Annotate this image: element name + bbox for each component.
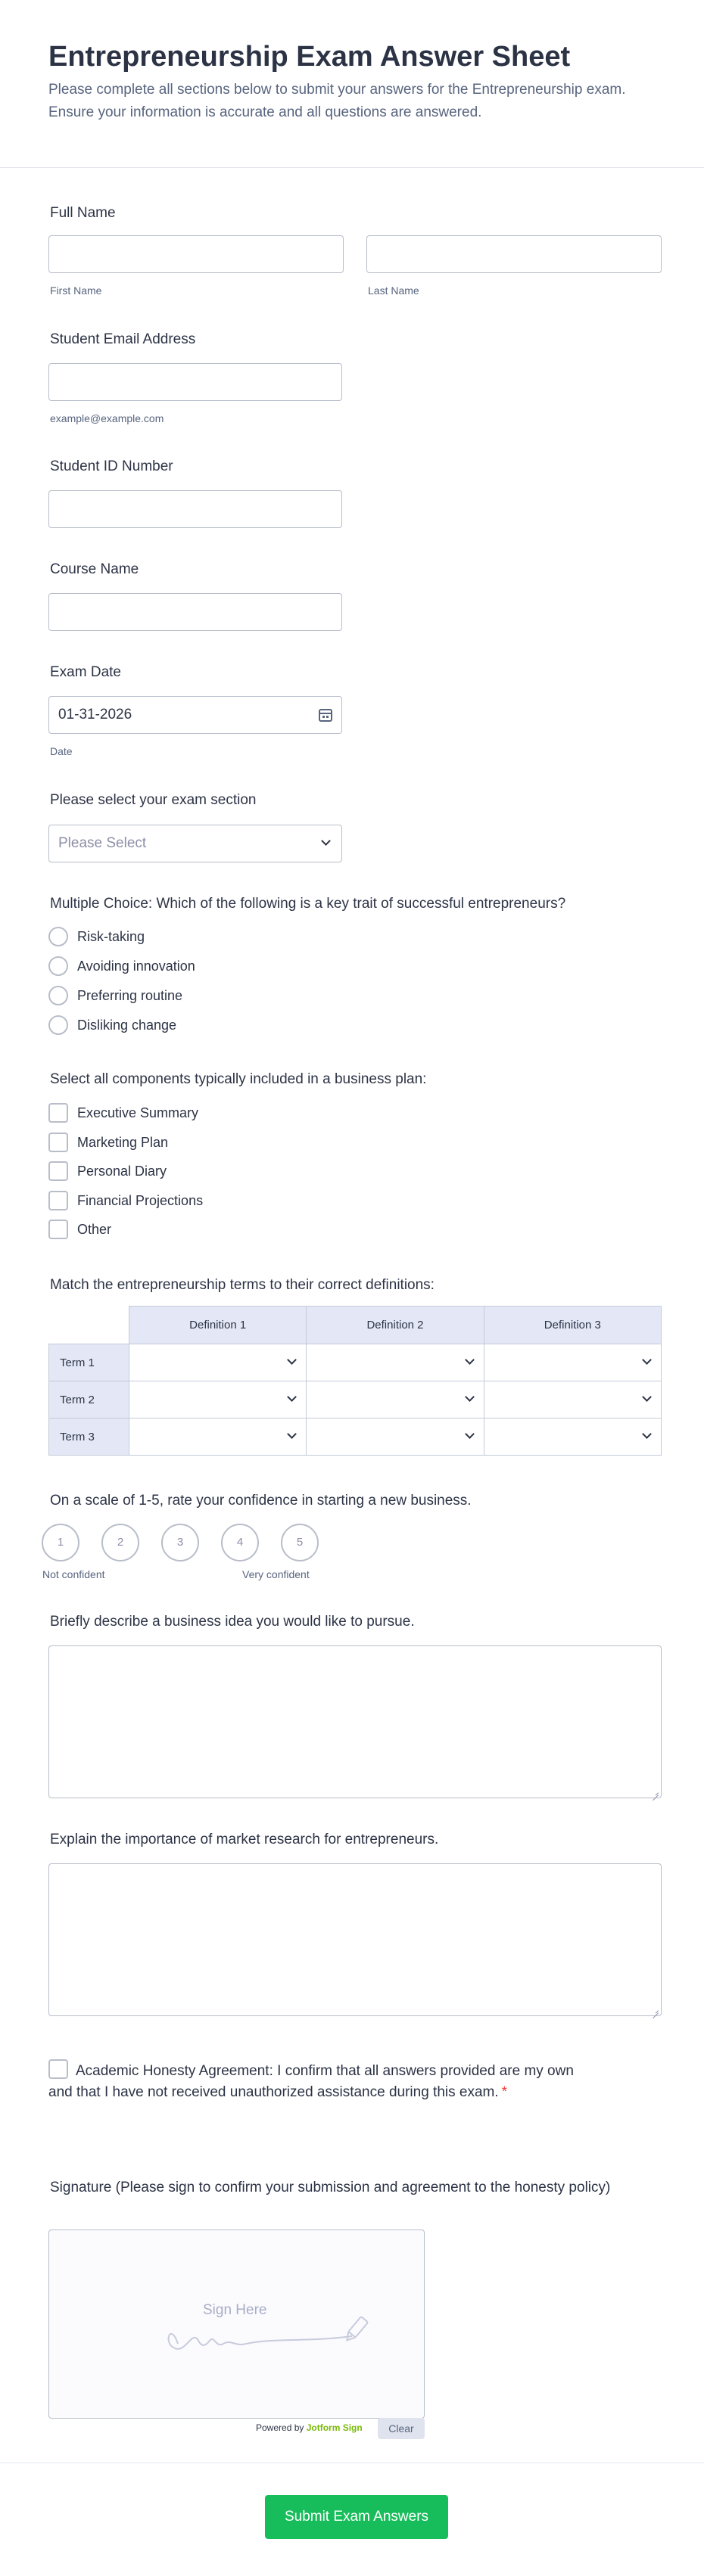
honesty-agreement	[48, 2059, 593, 2103]
powered-by-prefix: Powered by	[256, 2422, 304, 2433]
full-name-label: Full Name	[50, 205, 116, 221]
radio-button[interactable]	[48, 986, 68, 1005]
matrix-row-label: Term 3	[49, 1419, 129, 1456]
matrix-dropdown[interactable]	[484, 1344, 661, 1381]
signature-pad[interactable]	[48, 2230, 425, 2419]
rating-option-1[interactable]: 1	[42, 1524, 79, 1561]
chevron-down-icon	[465, 1355, 475, 1365]
checkbox-option[interactable]	[48, 1161, 167, 1182]
matrix-row	[49, 1344, 662, 1381]
signature-placeholder: Sign Here	[203, 2302, 267, 2318]
checkbox[interactable]	[48, 1103, 68, 1123]
checkbox-option-label: Executive Summary	[77, 1105, 199, 1120]
rating-option-5[interactable]: 5	[281, 1524, 319, 1561]
rating-option-2[interactable]: 2	[101, 1524, 139, 1561]
jotform-sign-brand: Jotform Sign	[306, 2422, 363, 2433]
powered-by	[256, 2422, 363, 2433]
checkbox-option[interactable]	[48, 1132, 168, 1153]
checkbox[interactable]	[48, 1133, 68, 1152]
first-name-input[interactable]	[48, 235, 344, 273]
business-idea-textarea[interactable]	[48, 1645, 662, 1798]
chevron-down-icon	[465, 1429, 475, 1439]
components-label: Select all components typically included in a business plan:	[50, 1071, 427, 1087]
matrix-column-header: Definition 1	[129, 1307, 307, 1344]
exam-date-sublabel: Date	[50, 745, 73, 757]
matrix-dropdown[interactable]	[129, 1419, 307, 1456]
exam-section-select[interactable]	[48, 825, 342, 862]
course-name-input[interactable]	[48, 593, 342, 631]
radio-option[interactable]	[48, 1015, 176, 1036]
radio-option-label: Preferring routine	[77, 987, 183, 1003]
matrix-row-label: Term 1	[49, 1344, 129, 1381]
radio-option-label: Risk-taking	[77, 928, 145, 944]
radio-option[interactable]	[48, 926, 145, 947]
required-mark: *	[501, 2084, 508, 2100]
rating-high-label: Very confident	[242, 1568, 310, 1580]
checkbox-option-label: Marketing Plan	[77, 1134, 169, 1150]
submit-button[interactable]: Submit Exam Answers	[265, 2495, 448, 2539]
confidence-label: On a scale of 1-5, rate your confidence in starting a new business.	[50, 1493, 472, 1509]
rating-option-4[interactable]: 4	[221, 1524, 259, 1561]
checkbox-option[interactable]	[48, 1102, 198, 1123]
matrix-row-label: Term 2	[49, 1381, 129, 1419]
checkbox[interactable]	[48, 1161, 68, 1181]
form-description: Please complete all sections below to submit your answers for the Entrepreneurship exam. Ensure your information is accurate and all questions are answered.	[48, 82, 626, 120]
market-research-textarea[interactable]	[48, 1863, 662, 2016]
honesty-checkbox[interactable]	[48, 2059, 68, 2079]
matrix-dropdown[interactable]	[484, 1419, 661, 1456]
student-id-input[interactable]	[48, 490, 342, 528]
matching-matrix	[48, 1306, 662, 1456]
matrix-dropdown[interactable]	[129, 1381, 307, 1419]
rating-low-label: Not confident	[42, 1568, 105, 1580]
email-sublabel: example@example.com	[50, 412, 164, 424]
last-name-sublabel: Last Name	[368, 284, 419, 297]
last-name-input[interactable]	[366, 235, 662, 273]
honesty-text: Academic Honesty Agreement: I confirm that all answers provided are my own and that I have not received unauthorized assistance during this exam.	[48, 2063, 574, 2100]
chevron-down-icon	[321, 836, 331, 846]
checkbox-option[interactable]	[48, 1219, 111, 1240]
matrix-dropdown[interactable]	[484, 1381, 661, 1419]
radio-button[interactable]	[48, 927, 68, 946]
student-id-label: Student ID Number	[50, 458, 173, 474]
chevron-down-icon	[642, 1392, 652, 1402]
matching-label: Match the entrepreneurship terms to their correct definitions:	[50, 1277, 435, 1293]
radio-option-label: Disliking change	[77, 1017, 177, 1033]
checkbox[interactable]	[48, 1220, 68, 1239]
multiple-choice-label: Multiple Choice: Which of the following is a key trait of successful entrepreneurs?	[50, 896, 566, 912]
email-input[interactable]	[48, 363, 342, 401]
chevron-down-icon	[642, 1355, 652, 1365]
matrix-dropdown[interactable]	[307, 1344, 484, 1381]
form-header	[0, 0, 704, 168]
exam-section-placeholder: Please Select	[58, 835, 147, 851]
chevron-down-icon	[287, 1429, 297, 1439]
radio-button[interactable]	[48, 1015, 68, 1035]
rating-option-3[interactable]: 3	[161, 1524, 199, 1561]
chevron-down-icon	[287, 1392, 297, 1402]
radio-option[interactable]	[48, 956, 195, 977]
matrix-header-row	[49, 1307, 662, 1344]
matrix-corner	[49, 1307, 129, 1344]
matrix-row	[49, 1381, 662, 1419]
exam-date-label: Exam Date	[50, 664, 121, 680]
first-name-sublabel: First Name	[50, 284, 102, 297]
matrix-column-header: Definition 2	[307, 1307, 484, 1344]
exam-date-input[interactable]	[48, 696, 342, 734]
checkbox[interactable]	[48, 1191, 68, 1210]
exam-section-label: Please select your exam section	[50, 792, 257, 808]
checkbox-option-label: Other	[77, 1221, 112, 1237]
business-idea-label: Briefly describe a business idea you would like to pursue.	[50, 1614, 415, 1630]
radio-option[interactable]	[48, 985, 182, 1006]
exam-date-value: 01-31-2026	[58, 707, 132, 722]
chevron-down-icon	[642, 1429, 652, 1439]
chevron-down-icon	[287, 1355, 297, 1365]
matrix-dropdown[interactable]	[129, 1344, 307, 1381]
checkbox-option-label: Financial Projections	[77, 1192, 204, 1208]
clear-signature-button[interactable]: Clear	[378, 2418, 425, 2439]
resize-handle-icon[interactable]	[651, 2006, 659, 2013]
calendar-icon[interactable]	[319, 709, 332, 722]
matrix-row	[49, 1419, 662, 1456]
radio-button[interactable]	[48, 956, 68, 976]
matrix-dropdown[interactable]	[307, 1381, 484, 1419]
email-label: Student Email Address	[50, 331, 196, 347]
signature-label: Signature (Please sign to confirm your submission and agreement to the honesty policy)	[50, 2180, 611, 2195]
course-name-label: Course Name	[50, 561, 139, 577]
market-research-label: Explain the importance of market research for entrepreneurs.	[50, 1832, 439, 1847]
checkbox-option[interactable]	[48, 1190, 203, 1211]
checkbox-option-label: Personal Diary	[77, 1163, 167, 1179]
resize-handle-icon[interactable]	[651, 1788, 659, 1795]
form-title: Entrepreneurship Exam Answer Sheet	[48, 41, 571, 73]
matrix-dropdown[interactable]	[307, 1419, 484, 1456]
radio-option-label: Avoiding innovation	[77, 958, 195, 974]
matrix-column-header: Definition 3	[484, 1307, 661, 1344]
chevron-down-icon	[465, 1392, 475, 1402]
